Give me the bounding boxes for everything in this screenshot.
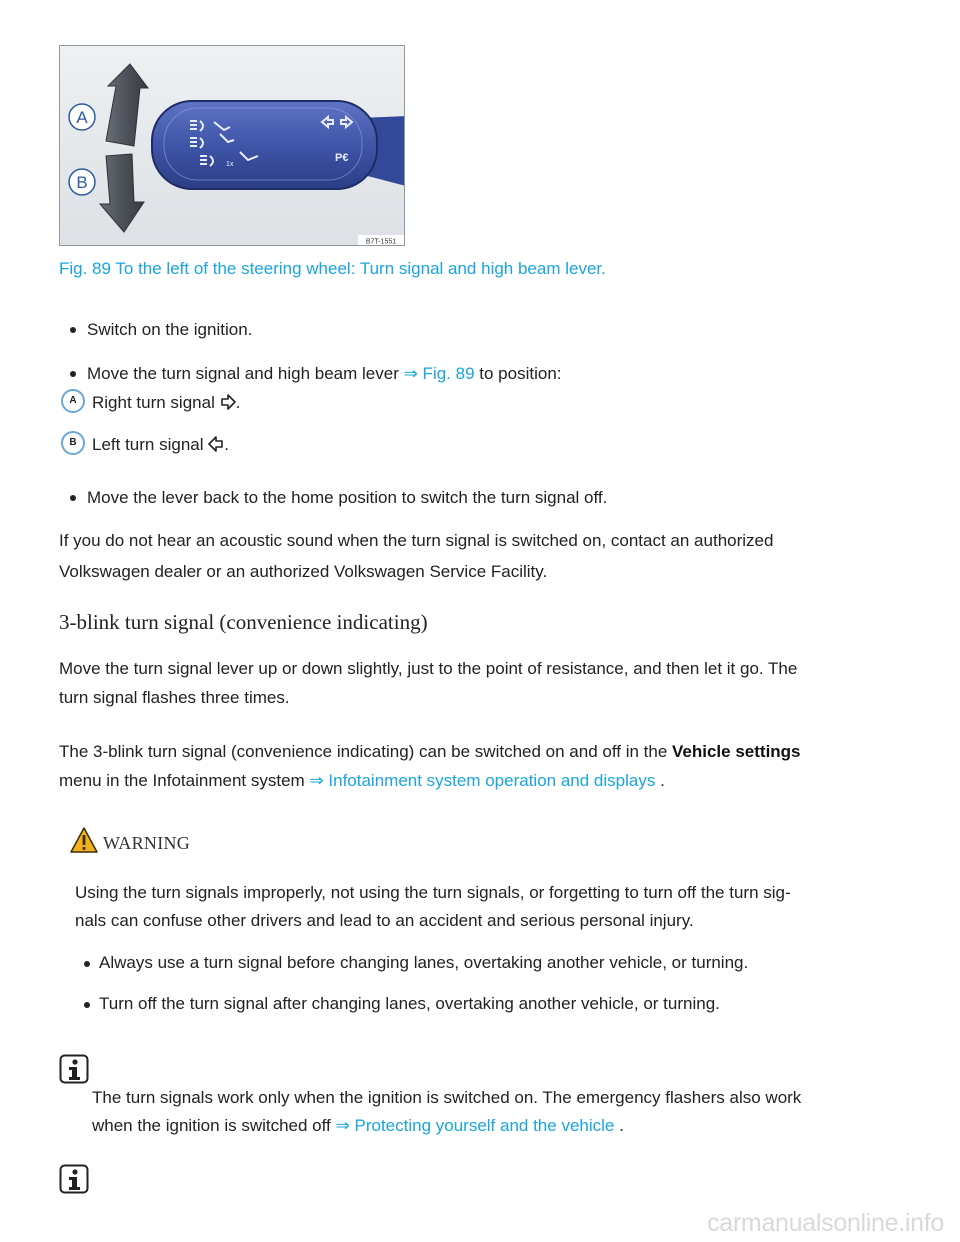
warning-bullet-1: Always use a turn signal before changing lanes, overtaking another vehicle, or turning.: [99, 953, 749, 972]
step-2-suffix: to position:: [479, 364, 562, 383]
step-2-text: Move the turn signal and high beam lever: [87, 364, 399, 383]
protecting-link[interactable]: ⇒ Protecting yourself and the vehicle: [335, 1116, 615, 1135]
para-3-text: The 3-blink turn signal (convenience indicating) can be switched on and off in the: [59, 742, 668, 761]
para-1-line-2: Volkswagen dealer or an authorized Volkswagen Service Facility.: [59, 562, 548, 581]
position-a-text: Right turn signal: [92, 393, 215, 412]
position-b: [92, 435, 229, 455]
figure-label-b: B: [76, 173, 88, 192]
bullet: [84, 961, 90, 967]
para-3-line-1: [59, 737, 801, 767]
lever-figure: [59, 45, 405, 246]
info-icon: [59, 1054, 89, 1084]
para-3-text-2: menu in the Infotainment system: [59, 771, 305, 790]
turn-signal-lever-illustration: [60, 46, 405, 246]
infotainment-link[interactable]: ⇒ Infotainment system operation and displays: [309, 771, 656, 790]
vehicle-settings-label: Vehicle settings: [672, 742, 801, 761]
svg-text:P€: P€: [335, 152, 349, 164]
warning-bullet-2: Turn off the turn signal after changing lanes, overtaking another vehicle, or turning.: [99, 994, 720, 1013]
position-b-text: Left turn signal: [92, 435, 204, 454]
step-1: Switch on the ignition.: [87, 320, 253, 339]
para-1-line-1: If you do not hear an acoustic sound when the turn signal is switched on, contact an authorized: [59, 531, 774, 550]
position-a: [92, 393, 240, 413]
note-line-2: [92, 1111, 624, 1141]
note-end: .: [619, 1116, 624, 1135]
arrow-left-icon: [208, 436, 224, 452]
para-2-line-1: Move the turn signal lever up or down slightly, just to the point of resistance, and then let it go. The: [59, 659, 798, 678]
note-text: when the ignition is switched off: [92, 1116, 331, 1135]
para-2-line-2: turn signal flashes three times.: [59, 688, 290, 707]
position-a-badge: A: [61, 389, 85, 413]
step-3: Move the lever back to the home position to switch the turn signal off.: [87, 488, 608, 507]
warning-triangle-icon: [70, 827, 98, 853]
warning-line-1: Using the turn signals improperly, not using the turn signals, or forgetting to turn off the turn sig-: [75, 883, 791, 902]
bullet: [70, 371, 76, 377]
bullet: [70, 327, 76, 333]
step-2: [87, 364, 562, 384]
info-icon: [59, 1164, 89, 1194]
watermark: carmanualsonline.info: [707, 1209, 944, 1237]
arrow-right-icon: [220, 394, 236, 410]
position-a-end: .: [235, 393, 241, 412]
bullet: [84, 1002, 90, 1008]
para-3-end: .: [660, 771, 665, 790]
position-b-badge: B: [61, 431, 85, 455]
note-line-1: The turn signals work only when the ignition is switched on. The emergency flashers also work: [92, 1088, 802, 1107]
svg-text:1x: 1x: [226, 161, 234, 168]
figure-caption: Fig. 89 To the left of the steering wheel: Turn signal and high beam lever.: [59, 259, 606, 278]
bullet: [70, 495, 76, 501]
warning-line-2: nals can confuse other drivers and lead to an accident and serious personal injury.: [75, 911, 694, 930]
figure-label-a: A: [76, 108, 88, 127]
warning-title: WARNING: [103, 833, 191, 853]
para-3-line-2: [59, 766, 665, 796]
figure-code: B7T-1551: [365, 238, 397, 246]
position-b-end: .: [224, 435, 229, 454]
section-heading: 3-blink turn signal (convenience indicating): [59, 610, 428, 634]
fig-89-link[interactable]: ⇒ Fig. 89: [403, 364, 475, 383]
